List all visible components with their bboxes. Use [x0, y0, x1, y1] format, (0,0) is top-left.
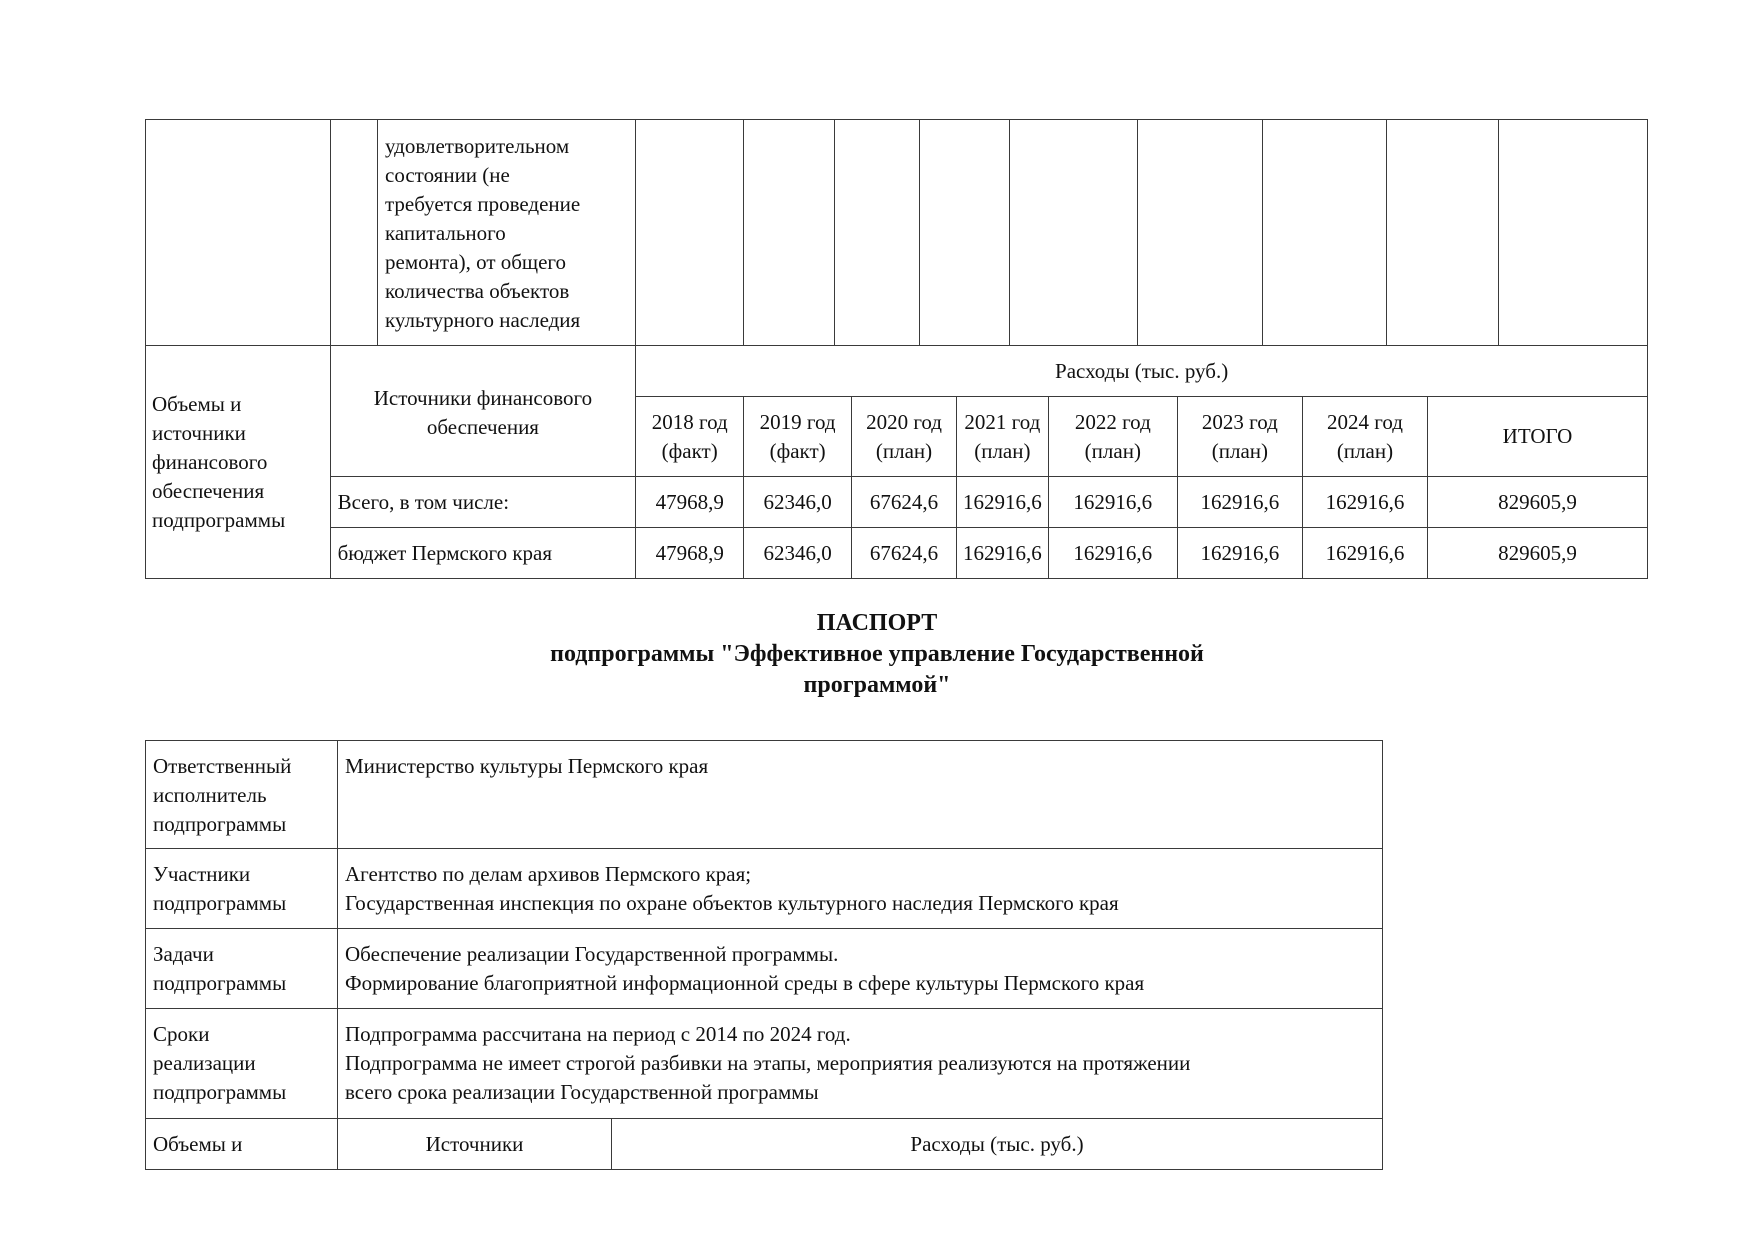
table-row — [146, 741, 1383, 849]
year-header: 2021 год (план) — [956, 397, 1048, 477]
value-cell: 162916,6 — [1302, 477, 1427, 528]
year-header: 2022 год (план) — [1048, 397, 1177, 477]
row-label: Объемы и — [146, 1119, 338, 1170]
value-cell: 47968,9 — [636, 528, 744, 579]
row-label: Сроки реализации подпрограммы — [146, 1009, 338, 1119]
empty-cell — [1137, 120, 1262, 346]
page-title — [0, 608, 1754, 701]
continuation-row — [146, 120, 1648, 346]
year-header: 2019 год (факт) — [744, 397, 852, 477]
value-cell: 162916,6 — [1177, 477, 1302, 528]
value-cell: 162916,6 — [1048, 528, 1177, 579]
title-line: ПАСПОРТ — [816, 610, 938, 636]
row-value: Подпрограмма рассчитана на период с 2014 по 2024 год. Подпрограмма не имеет строгой разбивки на этапы, мероприятия реализуются на протяжении всего срока реализации Государственной программы — [338, 1009, 1383, 1119]
passport-table — [145, 740, 1383, 1170]
expenses-header-row — [146, 346, 1648, 397]
value-cell: 162916,6 — [1048, 477, 1177, 528]
year-header: 2020 год (план) — [852, 397, 957, 477]
source-label: Всего, в том числе: — [330, 477, 636, 528]
row-label: Задачи подпрограммы — [146, 929, 338, 1009]
value-cell: 162916,6 — [1177, 528, 1302, 579]
empty-cell — [834, 120, 919, 346]
empty-cell — [1498, 120, 1647, 346]
empty-cell — [636, 120, 744, 346]
empty-cell — [1262, 120, 1386, 346]
row-label: Участники подпрограммы — [146, 849, 338, 929]
source-label: бюджет Пермского края — [330, 528, 636, 579]
total-cell: 829605,9 — [1427, 477, 1647, 528]
year-header: 2018 год (факт) — [636, 397, 744, 477]
table-row — [146, 1119, 1383, 1170]
table-row — [146, 477, 1648, 528]
title-line: подпрограммы "Эффективное управление Государственной — [550, 641, 1204, 667]
empty-cell — [919, 120, 1010, 346]
table-row — [146, 929, 1383, 1009]
value-cell: 162916,6 — [956, 477, 1048, 528]
indicator-description-fragment: удовлетворительном состоянии (не требуется проведение капитального ремонта), от общего количества объектов культурного наследия — [378, 120, 636, 346]
table-row — [146, 528, 1648, 579]
title-line: программой" — [803, 672, 951, 698]
year-header: 2023 год (план) — [1177, 397, 1302, 477]
table-row — [146, 849, 1383, 929]
expenses-header: Расходы (тыс. руб.) — [612, 1119, 1383, 1170]
value-cell: 62346,0 — [744, 477, 852, 528]
funding-table — [145, 119, 1648, 579]
row-value: Министерство культуры Пермского края — [338, 741, 1383, 849]
finance-volume-label: Объемы и источники финансового обеспечения подпрограммы — [146, 346, 331, 579]
year-header: 2024 год (план) — [1302, 397, 1427, 477]
value-cell: 67624,6 — [852, 477, 957, 528]
value-cell: 47968,9 — [636, 477, 744, 528]
table-row — [146, 1009, 1383, 1119]
row-label: Ответственный исполнитель подпрограммы — [146, 741, 338, 849]
expenses-header: Расходы (тыс. руб.) — [636, 346, 1648, 397]
value-cell: 67624,6 — [852, 528, 957, 579]
sources-header: Источники — [338, 1119, 612, 1170]
empty-cell — [744, 120, 835, 346]
value-cell: 162916,6 — [1302, 528, 1427, 579]
value-cell: 62346,0 — [744, 528, 852, 579]
empty-cell — [1386, 120, 1498, 346]
empty-cell — [146, 120, 331, 346]
total-cell: 829605,9 — [1427, 528, 1647, 579]
row-value: Обеспечение реализации Государственной программы. Формирование благоприятной информационной среды в сфере культуры Пермского края — [338, 929, 1383, 1009]
empty-cell — [1010, 120, 1137, 346]
total-header: ИТОГО — [1427, 397, 1647, 477]
empty-cell — [330, 120, 377, 346]
row-value: Агентство по делам архивов Пермского края; Государственная инспекция по охране объектов культурного наследия Пермского края — [338, 849, 1383, 929]
value-cell: 162916,6 — [956, 528, 1048, 579]
sources-header: Источники финансового обеспечения — [330, 346, 636, 477]
